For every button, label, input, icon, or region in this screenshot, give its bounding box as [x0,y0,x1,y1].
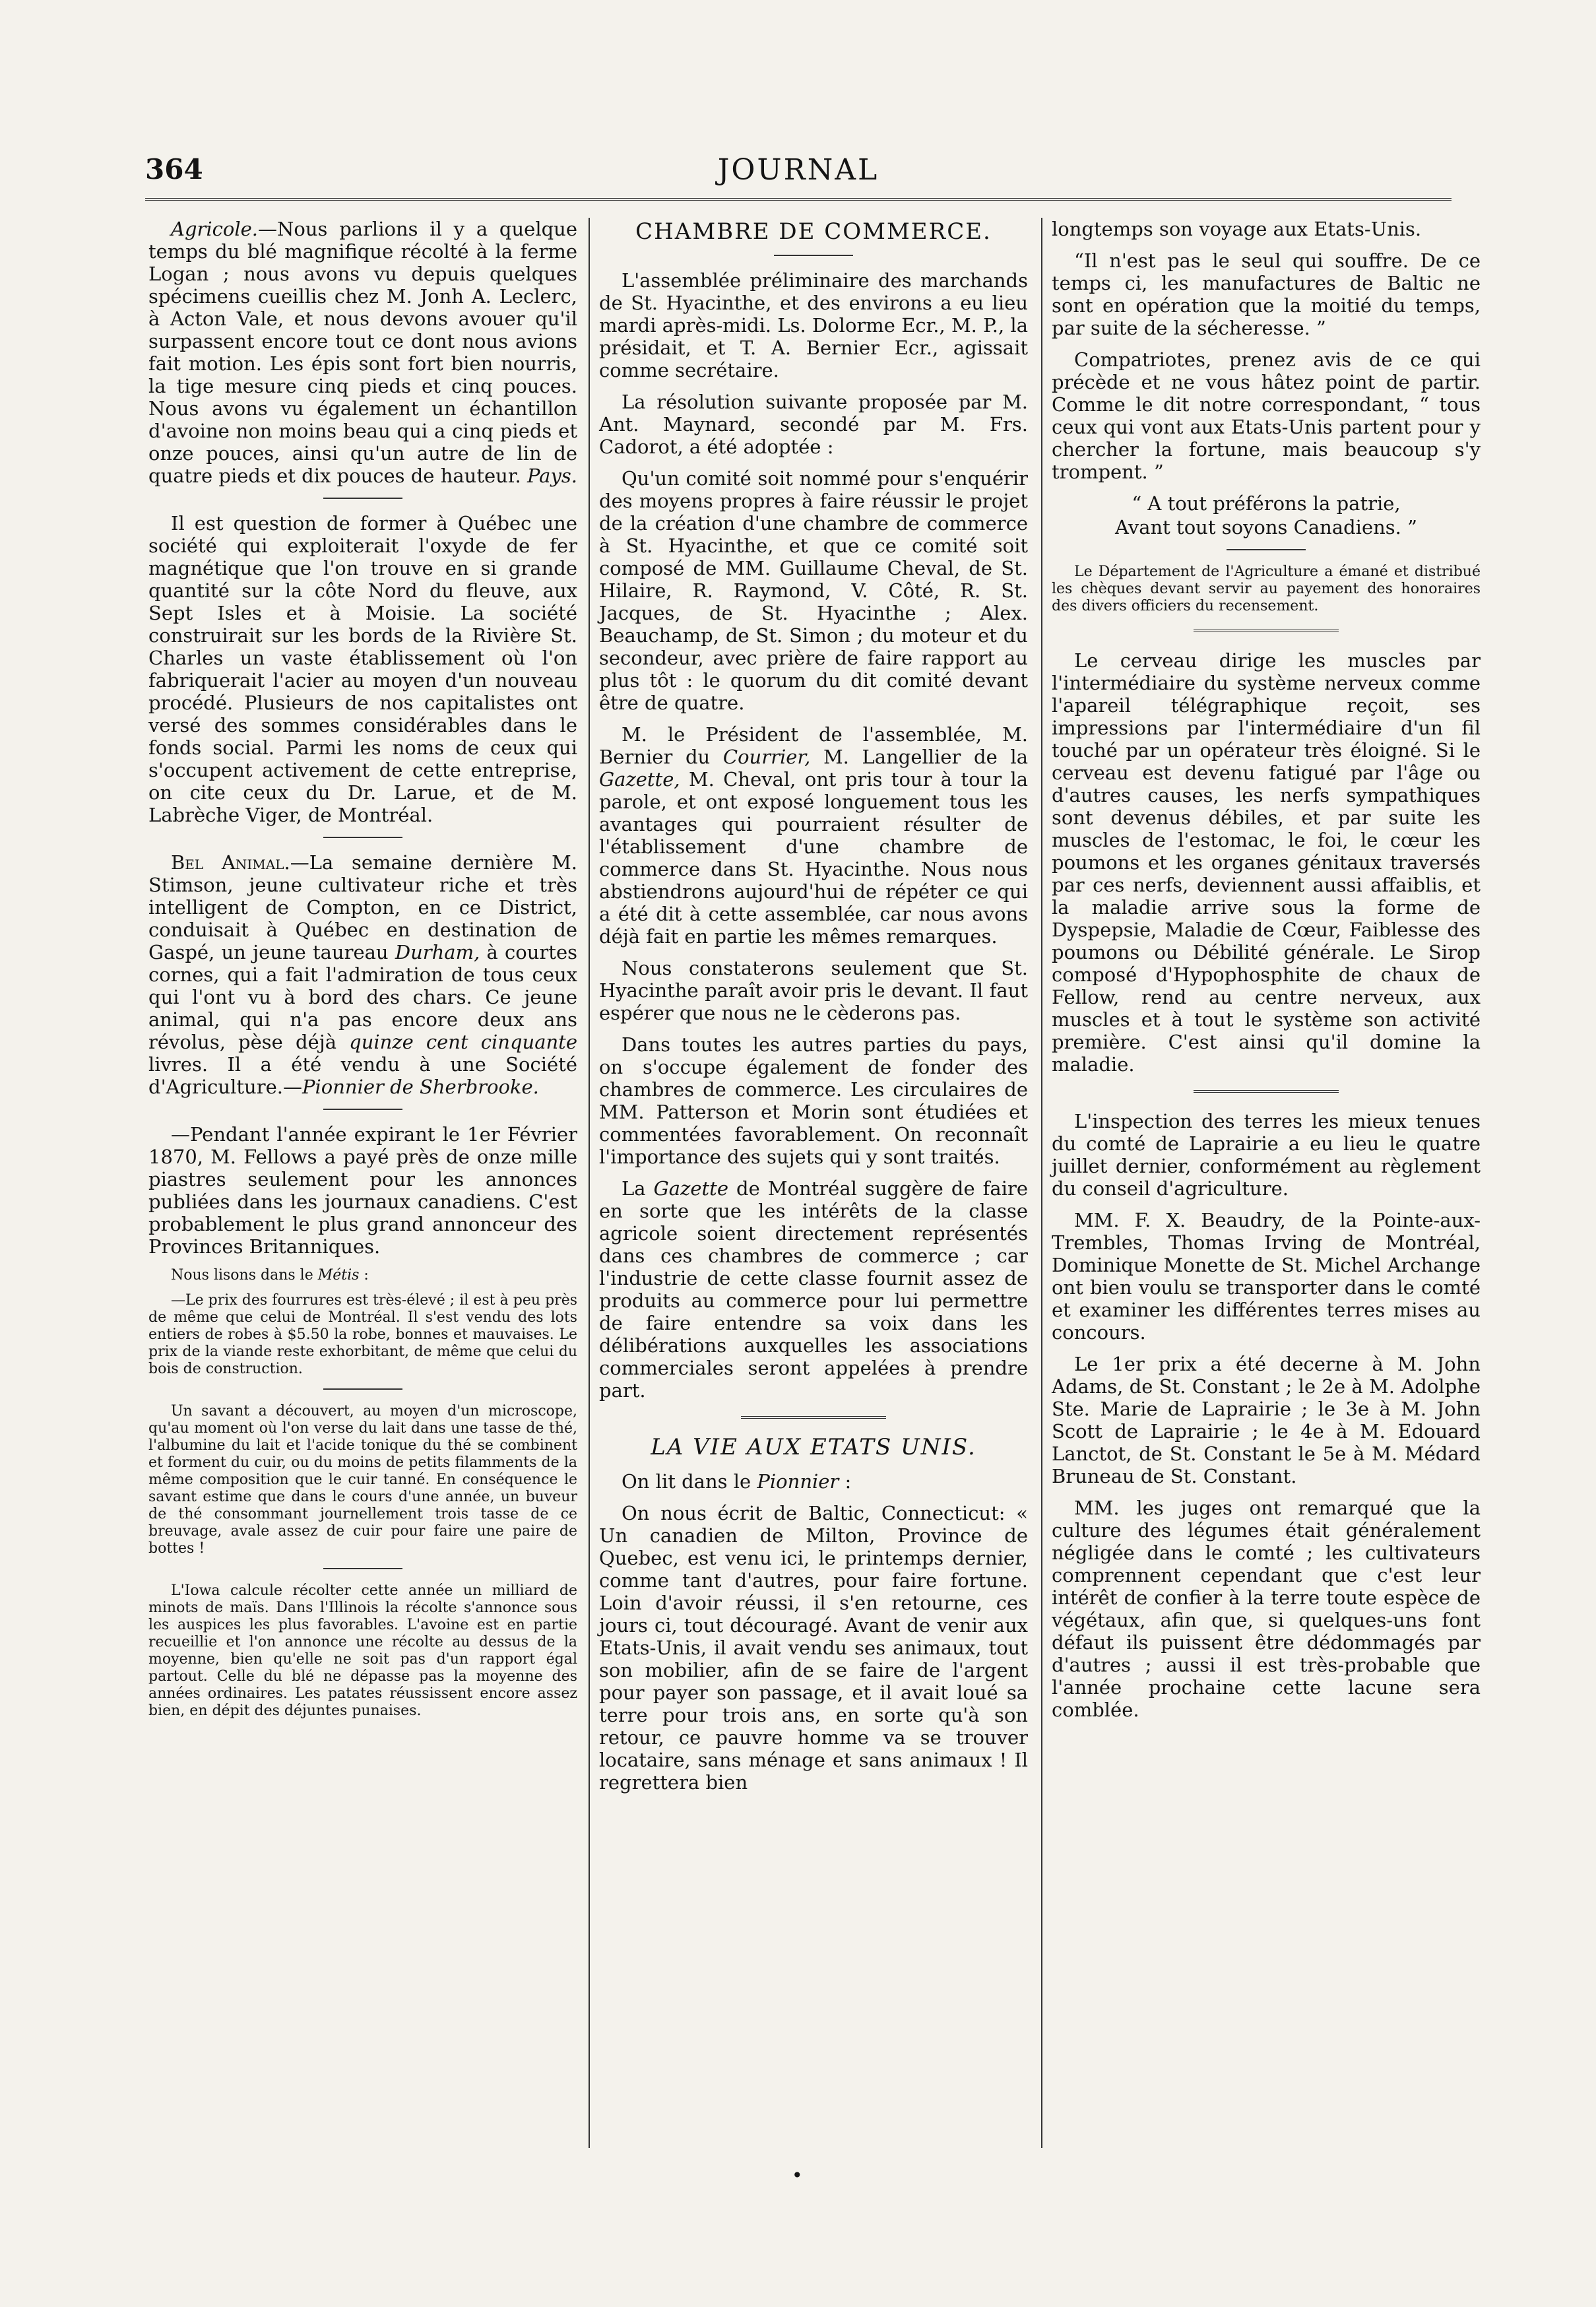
column-center [599,218,1028,1803]
paragraph: “Il n'est pas le seul qui souffre. De ce temps ci, les manufactures de Baltic ne sont en opération que la moitié du temps, par suite de la sécheresse. ” [1052,249,1481,339]
article-fellows: —Pendant l'année expirant le 1er Février 1870, M. Fellows a payé près de onze mille piastres seulement pour les annonces publiées dans les journaux canadiens. C'est probablement le plus grand annonceur des Provinces Britanniques. [148,1123,577,1258]
notice-recensement: Le Département de l'Agriculture a émané et distribué les chèques devant servir au payement des honoraires des divers officiers du recensement. [1052,564,1481,614]
separator [323,1109,402,1110]
paragraph: La résolution suivante proposée par M. Ant. Maynard, secondé par M. Frs. Cadorot, a été adoptée : [599,391,1028,458]
separator [323,1568,402,1569]
article-lead: Agricole. [171,218,259,240]
paragraph: Dans toutes les autres parties du pays, on s'occupe également de fonder des chambres de commerce. Les circulaires de MM. Patterson et Morin sont étudiées et commentées favorablement. On reconnaît l'importance des sujets qui y sont traités. [599,1033,1028,1168]
separator [323,498,402,499]
bullet-mark: • [792,2164,803,2186]
section-title-vie-aux-etats-unis: LA VIE AUX ETATS UNIS. [651,1434,976,1460]
paragraph: M. le Président de l'assemblée, M. Bernier du Courrier, M. Langellier de la Gazette, M. Cheval, ont pris tour à tour la parole, et ont exposé longuement tous les avantages qui pourraient résulter de l'établissement d'une chambre de commerce dans St. Hyacinthe. Nous nous abstiendrons aujourd'hui de répéter ce qui a été dit à cette assemblée, car nous avons déjà fait en partie les mêmes remarques. [599,723,1028,948]
paragraph: L'assemblée préliminaire des marchands de St. Hyacinthe, et des environs a eu lieu mardi après-midi. Ls. Dolorme Ecr., M. P., la présidait, et T. A. Bernier Ecr., agissait comme secrétaire. [599,269,1028,381]
quote-line: Avant tout soyons Canadiens. ” [1115,516,1417,538]
paragraph: Compatriotes, prenez avis de ce qui précède et ne vous hâtez point de partir. Comme le dit notre correspondant, “ tous ceux qui vont aux Etats-Unis partent pour y chercher la fortune, mais beaucoup s'y trompent. ” [1052,348,1481,483]
article-source: Pays. [527,465,577,487]
separator [1194,1090,1339,1093]
separator [774,255,853,256]
page-number: 364 [145,153,203,185]
header-rule [145,198,1452,201]
article-source: Pionnier de Sherbrooke. [302,1076,539,1098]
article-lead: Bel Animal. [171,851,290,874]
paragraph: Nous constaterons seulement que St. Hyacinthe paraît avoir pris le devant. Il faut espérer que nous ne le cèderons pas. [599,957,1028,1024]
separator [323,837,402,838]
column-right [1052,218,1481,1730]
separator [323,1388,402,1390]
paragraph: Qu'un comité soit nommé pour s'enquérir des moyens propres à faire réussir le projet de la création d'une chambre de commerce à St. Hyacinthe, et que ce comité soit composé de MM. Guillaume Cheval, de St. Hilaire, R. Raymond, V. Côté, R. St. Jacques, de St. Hyacinthe ; Alex. Beauchamp, de St. Simon ; du moteur et du secondeur, avec prière de faire rapport au plus tôt : le quorum du dit comité devant être de quatre. [599,467,1028,714]
article-fourrures: —Le prix des fourrures est très-élevé ; il est à peu près de même que celui de Montréal. Il s'est vendu des lots entiers de robes à $5.50 la robe, bonnes et mauvaises. Le prix de la viande reste exhorbitant, de même que celui du bois de construction. [148,1292,577,1377]
page-header [145,153,1452,193]
article-agricole: Agricole.—Nous parlions il y a quelque temps du blé magnifique récolté à la ferme Logan ; nous avons vu depuis quelques spécimens cueillis chez M. Jonh A. Leclerc, à Acton Vale, et nous devons avouer qu'il surpassent encore tout ce dont nous avions fait motion. Les épis sont fort bien nourris, la tige mesure cinq pieds et cinq pouces. Nous avons vu également un échantillon d'avoine non moins beau qui a cinq pieds et onze pouces, ainsi qu'un autre de lin de quatre pieds et dix pouces de hauteur. Pays. [148,218,577,487]
quote-line: “ A tout préférons la patrie, [1132,492,1401,515]
article-the-et-lait: Un savant a découvert, au moyen d'un microscope, qu'au moment où l'on verse du lait dans une tasse de thé, l'albumine du lait et l'acide tonique du thé se combinent et forment du cuir, ou du moins de petits filamments de la même composition que le cuir tanné. En conséquence le savant estime que dans le cours d'une année, un buveur de thé consommant journellement trois tasse de ce breuvage, avale assez de cuir pour faire une paire de bottes ! [148,1403,577,1557]
separator [1227,549,1306,550]
column-divider [1041,218,1042,2148]
column-left [148,218,577,1728]
paragraph: MM. les juges ont remarqué que la culture des légumes était généralement négligée dans le comté ; les cultivateurs comprennent cependant que c'est leur intérêt de confier à la terre toute espèce de végétaux, afin que, si quelques-uns font défaut ils puissent être dédommagés par d'autres ; aussi il est très-probable que l'année prochaine cette lacune sera comblée. [1052,1497,1481,1721]
paragraph: On lit dans le Pionnier : [622,1470,852,1493]
running-title: JOURNAL [717,153,879,187]
paragraph: On nous écrit de Baltic, Connecticut: « Un canadien de Milton, Province de Quebec, est venu ici, le printemps dernier, comme tant d'autres, pour faire fortune. Loin d'avoir réussi, il s'en retourne, ces jours ci, tout découragé. Avant de venir aux Etats-Unis, il avait vendu ses animaux, tout son mobilier, afin de se faire de l'argent pour payer son passage, et il avait loué sa terre pour trois ans, en sorte qu'à son retour, ce pauvre homme va se trouver locataire, sans ménage et sans animaux ! Il regrettera bien [599,1502,1028,1794]
article-iowa: L'Iowa calcule récolter cette année un milliard de minots de maïs. Dans l'Illinois la récolte s'annonce sous les auspices les plus favorables. L'avoine est en partie recueillie et l'on annonce une récolte au dessus de la moyenne, bien qu'elle ne soit pas d'un rapport égal partout. Celle du blé ne dépasse pas la moyenne des années ordinaires. Les patates réussissent encore assez bien, en dépit des déjuntes punaises. [148,1582,577,1719]
paragraph: Le 1er prix a été decerne à M. John Adams, de St. Constant ; le 2e à M. Adolphe Ste. Marie de Laprairie ; le 3e à M. John Scott de Laprairie ; le 4e à M. Edouard Lanctot, de St. Constant le 5e à M. Médard Bruneau de St. Constant. [1052,1353,1481,1487]
paragraph: MM. F. X. Beaudry, de la Pointe-aux-Trembles, Thomas Irving de Montréal, Dominique Monette de St. Michel Archange ont bien voulu se transporter dans le comté et examiner les différentes terres mises au concours. [1052,1209,1481,1344]
paragraph: longtemps son voyage aux Etats-Unis. [1052,218,1422,240]
article-bel-animal: Bel Animal.—La semaine dernière M. Stimson, jeune cultivateur riche et très intelligent de Compton, en ce District, conduisait à Québec en destination de Gaspé, un jeune taureau Durham, à courtes cornes, qui a fait l'admiration de tous ceux qui l'ont vu à bord des chars. Ce jeune animal, qui n'a pas encore deux ans révolus, pèse déjà quinze cent cinquante livres. Il a été vendu à une Société d'Agriculture.—Pionnier de Sherbrooke. [148,851,577,1098]
section-title-chambre-de-commerce: CHAMBRE DE COMMERCE. [635,218,992,245]
column-divider [589,218,590,2148]
article-metis-intro: Nous lisons dans le Métis : [171,1267,369,1283]
separator [1194,630,1339,632]
paragraph: Le cerveau dirige les muscles par l'intermédiaire du système nerveux comme l'apareil télégraphique reçoit, ses impressions par l'intermédiaire d'un fil touché par un opérateur très éloigné. Si le cerveau est devenu fatigué par l'âge ou d'autres causes, les nerfs sympathiques sont devenus débiles, et par suite les muscles de l'estomac, le foi, le cœur les poumons et les organes génitaux traversés par ces nerfs, deviennent aussi affaiblis, et la maladie arrive sous la forme de Dyspepsie, Maladie de Cœur, Faiblesse des poumons ou Débilité générale. Le Sirop composé d'Hypophosphite de chaux de Fellow, rend au centre nerveux, aux muscles et à tout le système son activité première. C'est ainsi qu'il domine la maladie. [1052,649,1481,1076]
separator [741,1416,886,1419]
article-oxyde-de-fer: Il est question de former à Québec une société qui exploiterait l'oxyde de fer magnétique que l'on trouve en si grande quantité sur la côte Nord du fleuve, aux Sept Isles et à Moisie. La société construirait sur les bords de la Rivière St. Charles un vaste établissement où l'on fabriquerait l'acier au moyen d'un nouveau procédé. Plusieurs de nos capitalistes ont versé des sommes considérables dans le fonds social. Parmi les noms de ceux qui s'occupent activement de cette entreprise, on cite ceux du Dr. Larue, et de M. Labrèche Viger, de Montréal. [148,512,577,826]
paragraph: L'inspection des terres les mieux tenues du comté de Laprairie a eu lieu le quatre juillet dernier, conformément au règlement du conseil d'agriculture. [1052,1110,1481,1200]
paragraph: La Gazette de Montréal suggère de faire en sorte que les intérêts de la classe agricole soient directement représentés dans ces chambres de commerce ; car l'industrie de cette classe fournit assez de produits au commerce pour lui permettre de faire entendre sa voix dans les délibérations auxquelles les associations commerciales seront appelées à prendre part. [599,1177,1028,1402]
